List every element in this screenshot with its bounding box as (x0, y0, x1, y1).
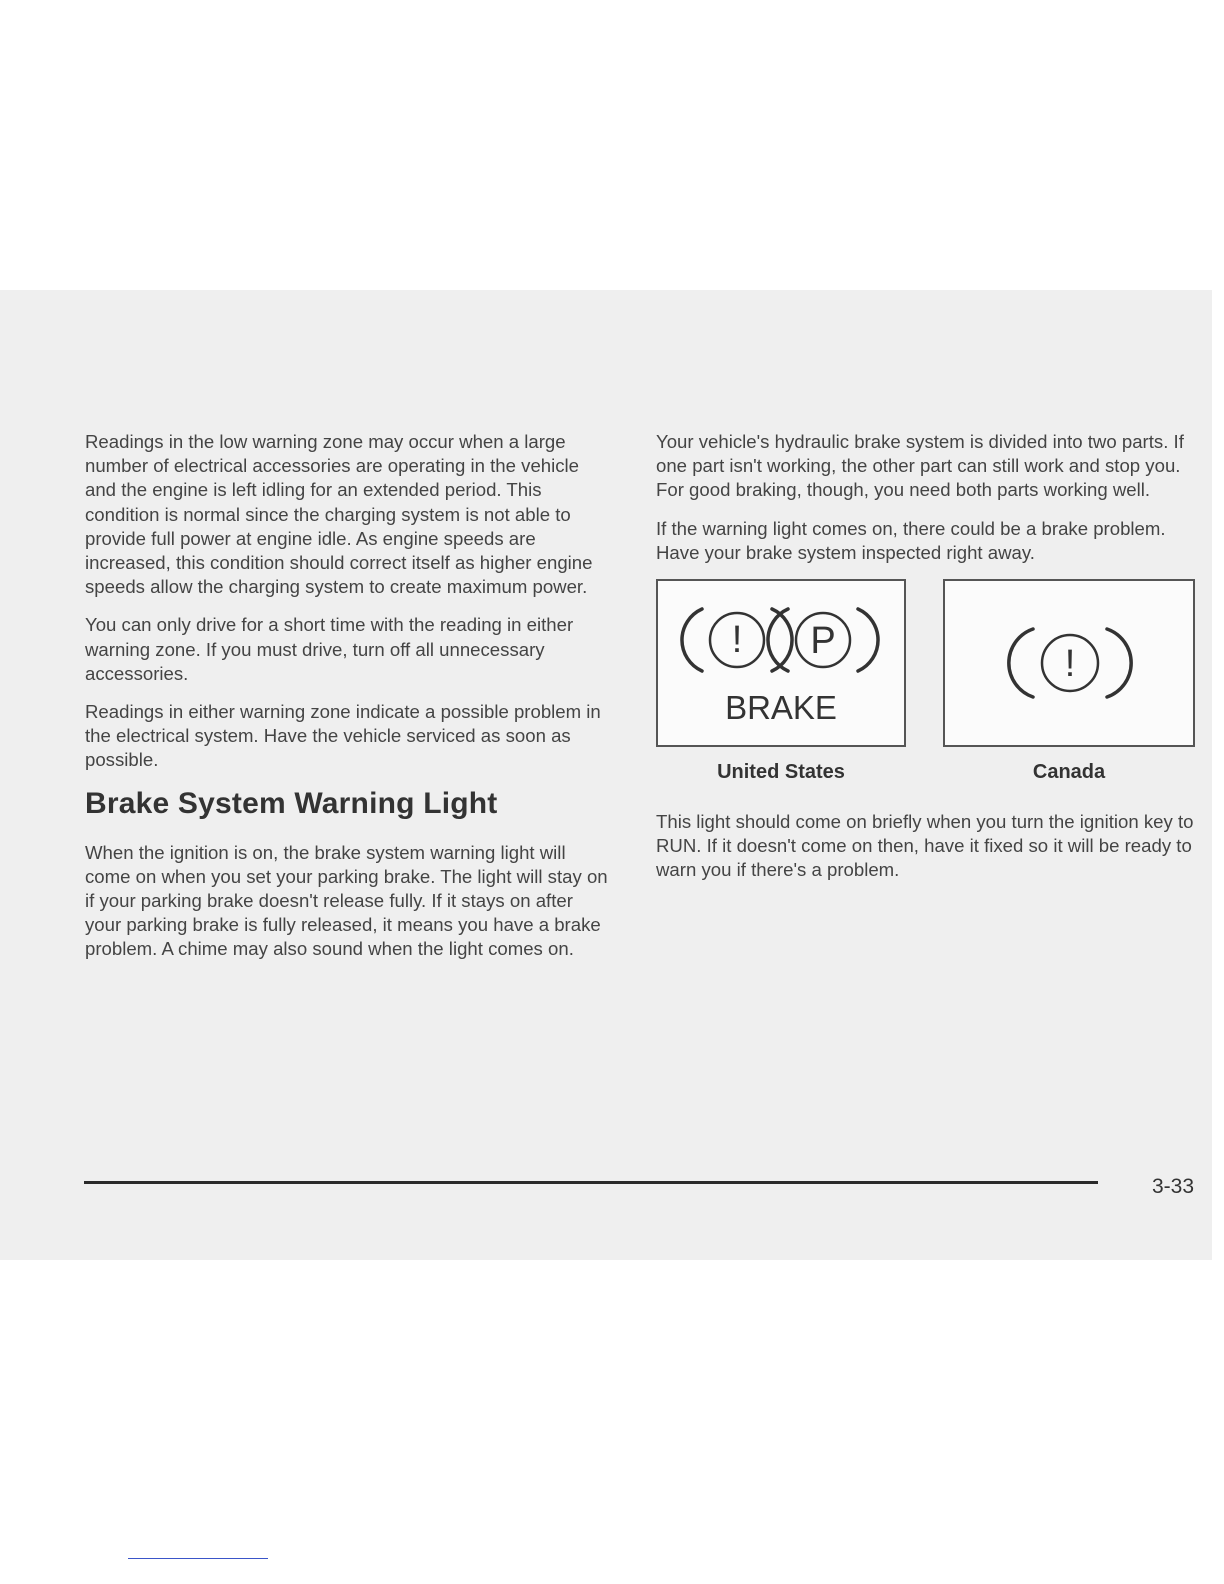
parking-symbol: P (810, 620, 836, 663)
paragraph-light-briefly: This light should come on briefly when you turn the ignition key to RUN. If it doesn't come on then, have it fixed so it will be ready to warn you if there's a problem. (656, 811, 1194, 881)
figure-united-states (656, 579, 906, 747)
left-column (85, 430, 610, 976)
page-number: 3-33 (1152, 1175, 1195, 1198)
paragraph-warning-light-on: If the warning light comes on, there could be a brake problem. Have your brake system inspected right away. (656, 517, 1166, 563)
paragraph-electrical-problem: Readings in either warning zone indicate a possible problem in the electrical system. Have the vehicle serviced as soon as possible. (85, 701, 601, 771)
warning-light-figures (656, 579, 1201, 794)
paragraph-brake-light: When the ignition is on, the brake system warning light will come on when you set your parking brake. The light will stay on if your parking brake doesn't release fully. If it stays on after your parking brake is fully released, it means you have a brake problem. A chime may also sound when the light comes on. (85, 841, 608, 960)
exclamation-symbol: ! (731, 619, 743, 662)
footer-rule (84, 1181, 1098, 1184)
brake-label: BRAKE (725, 689, 837, 727)
caption-canada: Canada (1032, 761, 1106, 784)
link-underline (128, 1558, 268, 1559)
paragraph-drive-short-time: You can only drive for a short time with the reading in either warning zone. If you must drive, turn off all unnecessary accessories. (85, 614, 574, 684)
exclamation-symbol: ! (1064, 643, 1076, 686)
paragraph-hydraulic-system: Your vehicle's hydraulic brake system is divided into two parts. If one part isn't working, the other part can still work and stop you. For good braking, though, you need both parts working well. (656, 431, 1184, 501)
right-column (656, 430, 1201, 897)
caption-united-states: United States (717, 761, 845, 784)
section-heading: Brake System Warning Light (85, 786, 498, 820)
brake-warning-icon (945, 581, 1193, 745)
paragraph-low-warning-zone: Readings in the low warning zone may occur when a large number of electrical accessories are operating in the vehicle and the engine is left idling for an extended period. This condition is normal since the charging system is not able to provide full power at engine idle. As engine speeds are increased, this condition should correct itself as higher engine speeds allow the charging system to create maximum power. (85, 431, 593, 598)
figure-canada (943, 579, 1195, 747)
